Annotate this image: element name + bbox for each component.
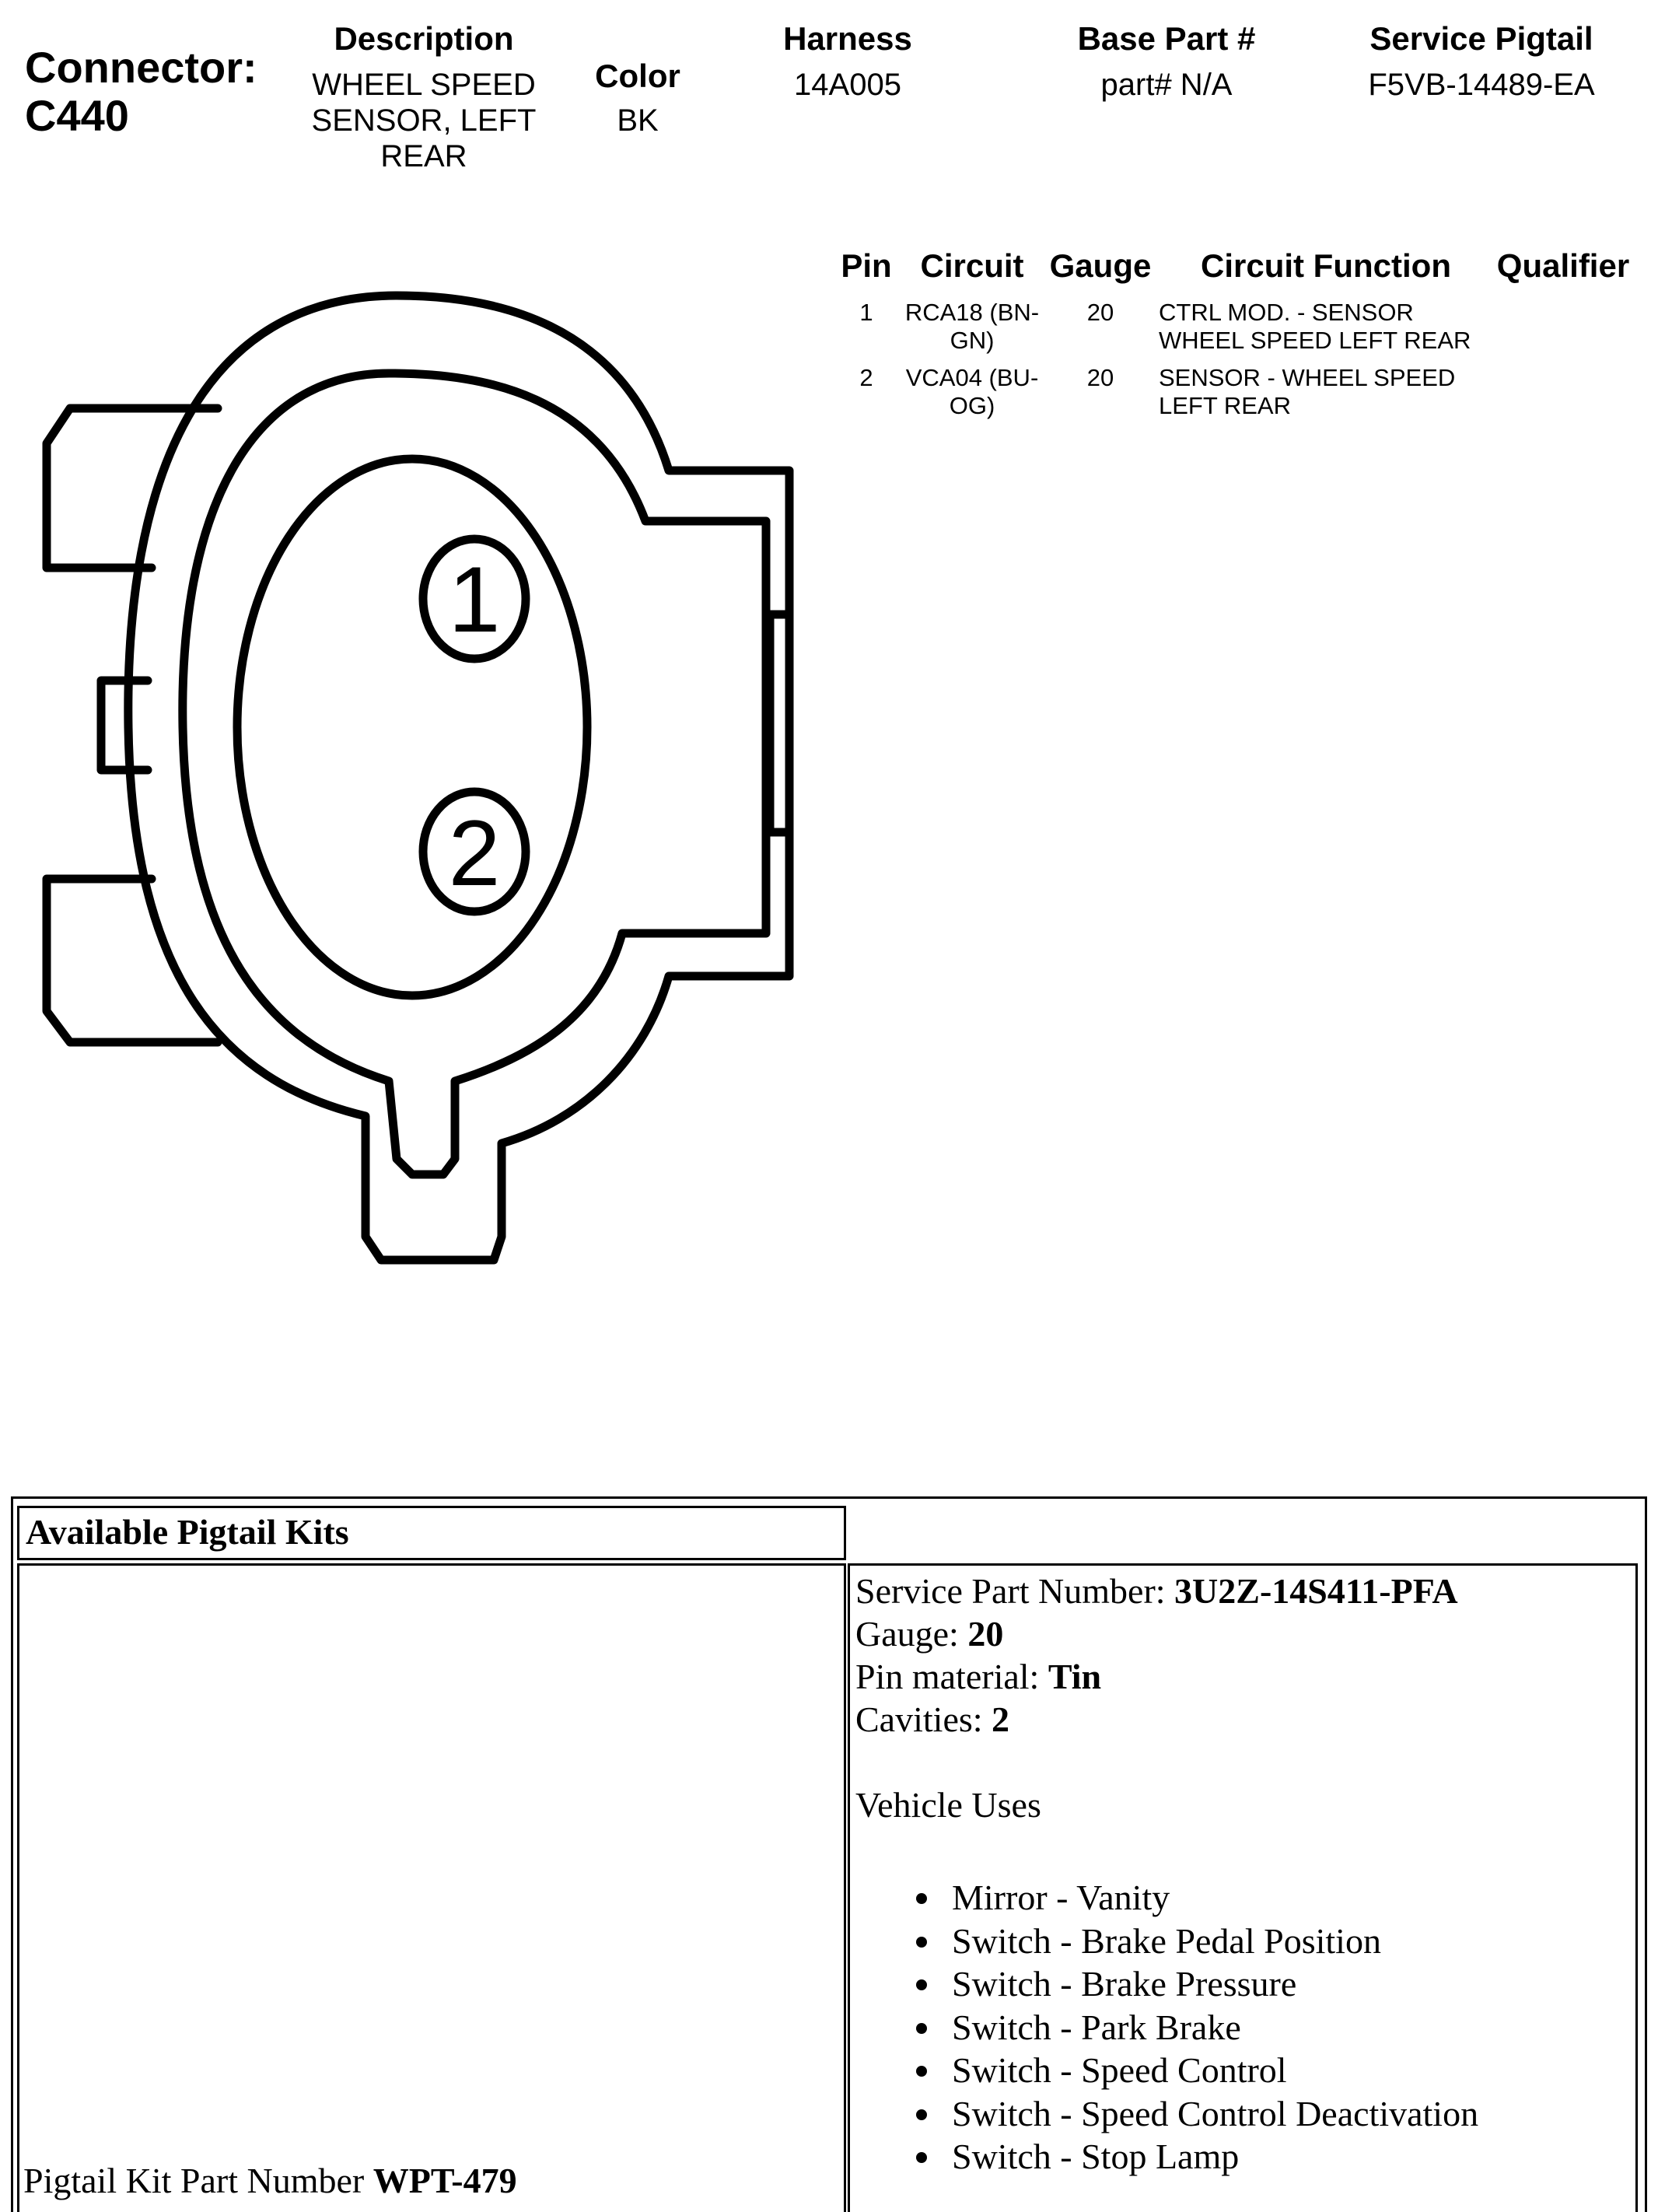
function-line: WHEEL SPEED LEFT REAR [1159, 327, 1471, 354]
list-item: Switch - Stop Lamp [855, 2135, 1478, 2179]
cavities-line [855, 1698, 1478, 1741]
pin-material-value: Tin [1048, 1657, 1102, 1696]
service-part-line [855, 1570, 1478, 1612]
circuit-column-header: Circuit [920, 247, 1024, 284]
bullet-icon [916, 2023, 927, 2034]
circuit-function-column-header: Circuit Function [1201, 247, 1451, 284]
base-part-header: Base Part # [1077, 20, 1256, 57]
circuit-function-cell [1159, 299, 1501, 355]
description-header: Description [334, 20, 514, 57]
pin-1-label: 1 [448, 548, 501, 652]
pigtail-image-cell [17, 1563, 846, 2212]
pin-column-header: Pin [841, 247, 892, 284]
bullet-icon [916, 1979, 927, 1990]
gauge-column-header: Gauge [1049, 247, 1152, 284]
description-line: WHEEL SPEED [312, 68, 536, 102]
service-pigtail-value: F5VB-14489-EA [1368, 68, 1595, 102]
description-line: REAR [380, 139, 467, 173]
bullet-icon [916, 2109, 927, 2120]
bullet-icon [916, 2152, 927, 2163]
connector-label: Connector: [25, 43, 257, 92]
pigtail-kits-title: Available Pigtail Kits [26, 1512, 349, 1552]
pigtail-kit-part-number [23, 2159, 517, 2203]
connector-title [25, 44, 257, 140]
circuit-line: GN) [950, 327, 995, 354]
circuit-cell [894, 364, 1050, 420]
bullet-icon [916, 2066, 927, 2077]
list-item: Switch - Brake Pedal Position [855, 1920, 1478, 1963]
left-upper-latch [47, 408, 218, 568]
connector-id: C440 [25, 91, 129, 140]
harness-header: Harness [783, 20, 912, 57]
function-line: CTRL MOD. - SENSOR [1159, 299, 1414, 326]
base-part-value: part# N/A [1100, 68, 1233, 102]
description-line: SENSOR, LEFT [311, 103, 537, 138]
list-item: Switch - Park Brake [855, 2006, 1478, 2049]
color-value: BK [617, 103, 659, 138]
circuit-line: RCA18 (BN- [904, 299, 1040, 326]
function-line: LEFT REAR [1159, 392, 1291, 419]
circuit-line: VCA04 (BU- [905, 364, 1039, 391]
circuit-cell [894, 299, 1050, 355]
service-part-label: Service Part Number: [855, 1571, 1175, 1611]
list-item: Switch - Brake Pressure [855, 1962, 1478, 2006]
pin-number-cell: 2 [859, 364, 873, 391]
function-line: SENSOR - WHEEL SPEED [1159, 364, 1456, 391]
color-header: Color [595, 58, 680, 94]
pin-material-label: Pin material: [855, 1657, 1048, 1696]
pigtail-details [855, 1570, 1478, 2179]
vehicle-uses-heading: Vehicle Uses [855, 1785, 1041, 1825]
pin-number-cell: 1 [859, 299, 873, 326]
qualifier-column-header: Qualifier [1496, 247, 1630, 284]
pigtail-kits-header-cell [17, 1506, 846, 1560]
pin-material-line [855, 1655, 1478, 1698]
list-item: Switch - Speed Control [855, 2049, 1478, 2092]
gauge-cell: 20 [1086, 364, 1114, 391]
harness-value: 14A005 [794, 68, 901, 102]
kit-pn-value: WPT-479 [373, 2161, 517, 2200]
bullet-icon [916, 1893, 927, 1904]
list-item: Mirror - Vanity [855, 1876, 1478, 1920]
connector-face-diagram [23, 272, 809, 1283]
bullet-icon [916, 1937, 927, 1948]
list-item: Switch - Speed Control Deactivation [855, 2092, 1478, 2136]
kit-pn-label: Pigtail Kit Part Number [23, 2161, 373, 2200]
gauge-value: 20 [967, 1614, 1004, 1654]
gauge-line [855, 1612, 1478, 1655]
connector-inner-shell [183, 373, 766, 1174]
left-lower-latch [47, 879, 218, 1042]
vehicle-uses-list [855, 1876, 1478, 2179]
gauge-cell: 20 [1086, 299, 1114, 326]
circuit-function-cell [1159, 364, 1501, 420]
circuit-line: OG) [949, 392, 995, 419]
pin-2-label: 2 [448, 801, 501, 905]
pin-cavity [237, 459, 587, 996]
description-value [288, 67, 560, 174]
gauge-label: Gauge: [855, 1614, 968, 1654]
cavities-label: Cavities: [855, 1699, 992, 1739]
cavities-value: 2 [992, 1699, 1010, 1739]
service-part-value: 3U2Z-14S411-PFA [1174, 1571, 1458, 1611]
service-pigtail-header: Service Pigtail [1369, 20, 1593, 57]
